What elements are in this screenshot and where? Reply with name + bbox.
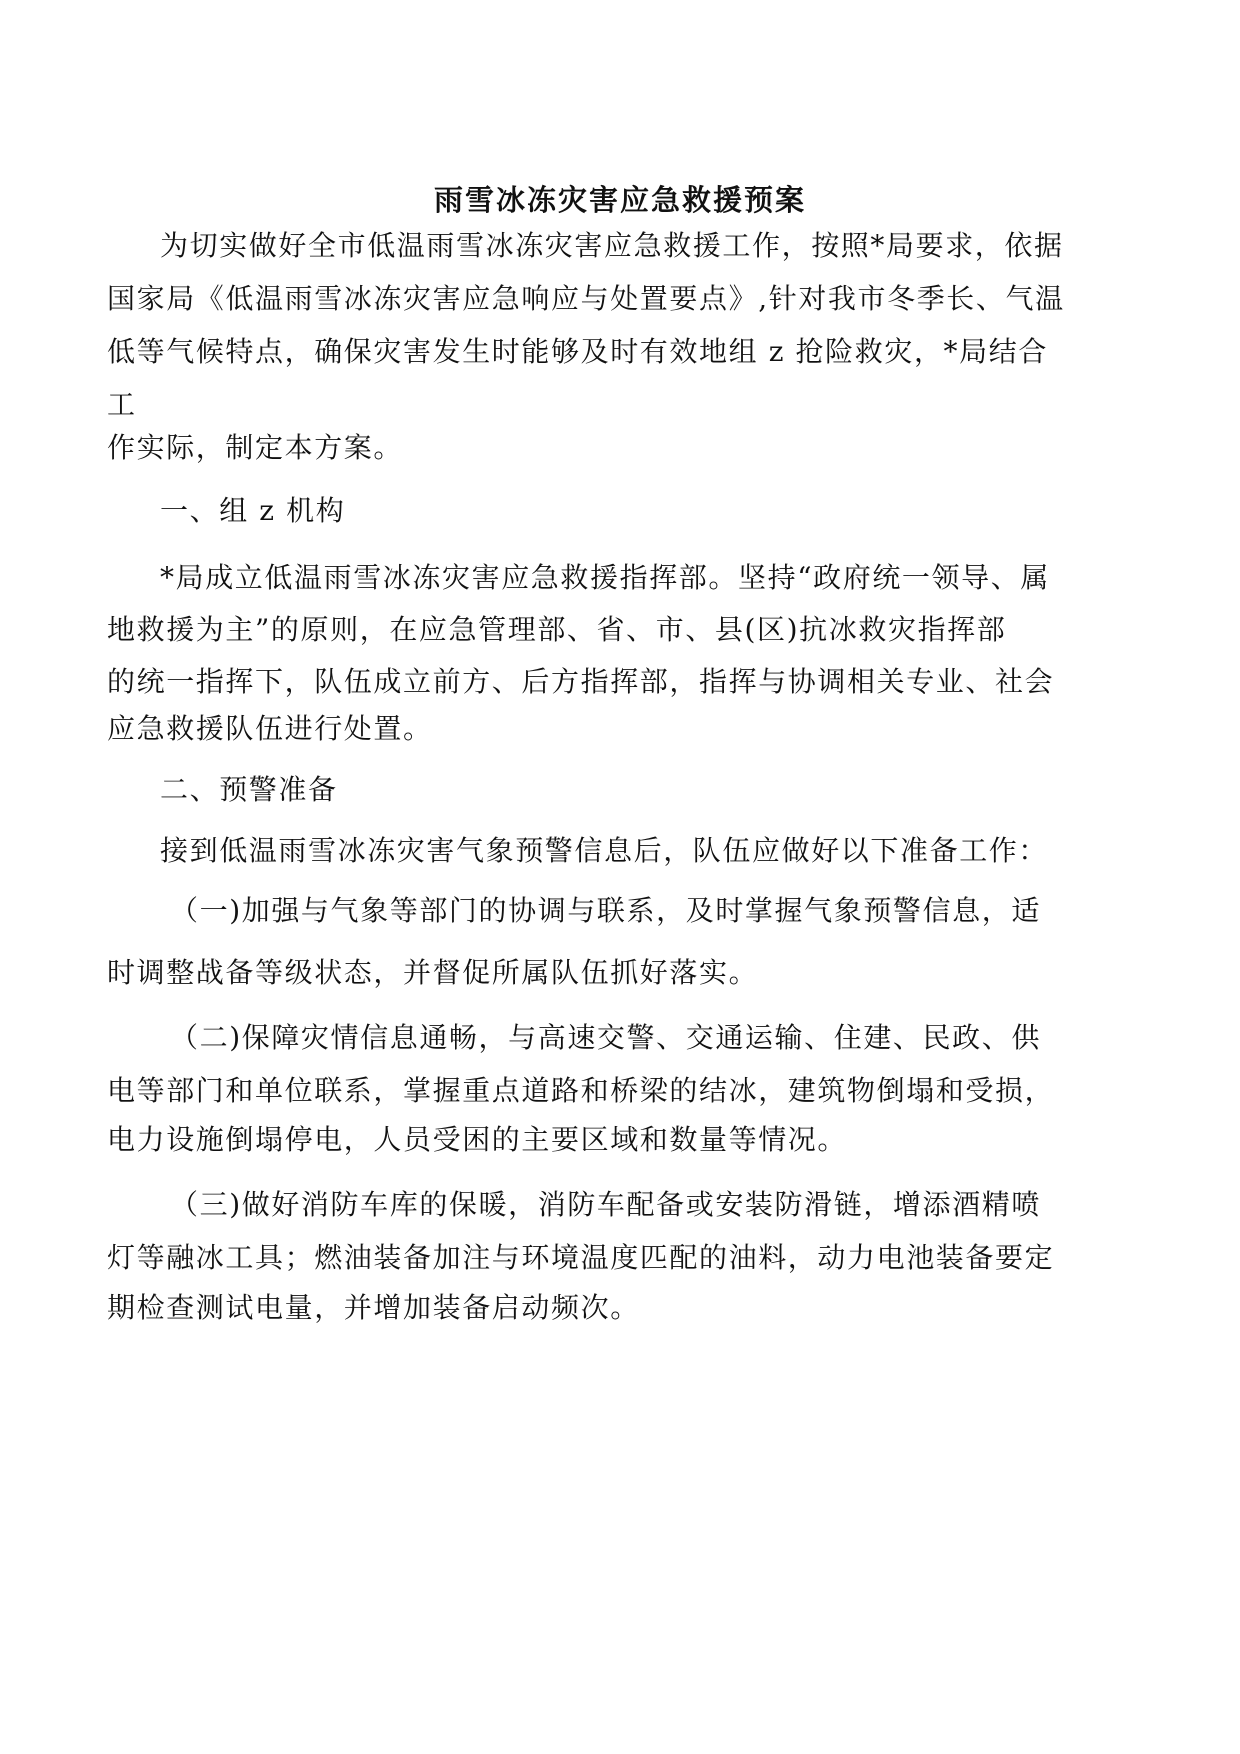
paragraph-line: （一)加强与气象等部门的协调与联系，及时掌握气象预警信息，适 xyxy=(170,894,1041,927)
paragraph-line: 的统一指挥下，队伍成立前方、后方指挥部，指挥与协调相关专业、社会 xyxy=(107,665,1055,698)
paragraph-line: 地救援为主”的原则，在应急管理部、省、市、县(区)抗冰救灾指挥部 xyxy=(107,613,1007,646)
document-title: 雨雪冰冻灾害应急救援预案 xyxy=(433,183,806,217)
paragraph-line: 接到低温雨雪冰冻灾害气象预警信息后，队伍应做好以下准备工作： xyxy=(160,834,1049,867)
paragraph-line: 为切实做好全市低温雨雪冰冻灾害应急救援工作，按照*局要求，依据 xyxy=(160,229,1064,262)
paragraph-line: 电力设施倒塌停电，人员受困的主要区域和数量等情况。 xyxy=(107,1123,848,1156)
paragraph-line: 电等部门和单位联系，掌握重点道路和桥梁的结冰，建筑物倒塌和受损， xyxy=(107,1074,1055,1107)
paragraph-line: 作实际，制定本方案。 xyxy=(107,431,404,464)
paragraph-line: 低等气候特点，确保灾害发生时能够及时有效地组 z 抢险救灾，*局结合 xyxy=(107,335,1048,368)
paragraph-line: *局成立低温雨雪冰冻灾害应急救援指挥部。坚持“政府统一领导、属 xyxy=(160,561,1050,594)
section-heading: 一、组 z 机构 xyxy=(160,494,346,527)
paragraph-line: 工 xyxy=(107,388,137,421)
paragraph-line: 灯等融冰工具；燃油装备加注与环境温度匹配的油料，动力电池装备要定 xyxy=(107,1241,1055,1274)
paragraph-line: （三)做好消防车库的保暖，消防车配备或安装防滑链，增添酒精喷 xyxy=(170,1188,1041,1221)
section-heading: 二、预警准备 xyxy=(160,773,338,806)
paragraph-line: 时调整战备等级状态，并督促所属队伍抓好落实。 xyxy=(107,956,759,989)
paragraph-line: 国家局《低温雨雪冰冻灾害应急响应与处置要点》,针对我市冬季长、气温 xyxy=(107,282,1065,315)
paragraph-line: （二)保障灾情信息通畅，与高速交警、交通运输、住建、民政、供 xyxy=(170,1021,1041,1054)
paragraph-line: 期检查测试电量，并增加装备启动频次。 xyxy=(107,1291,640,1324)
paragraph-line: 应急救援队伍进行处置。 xyxy=(107,712,433,745)
